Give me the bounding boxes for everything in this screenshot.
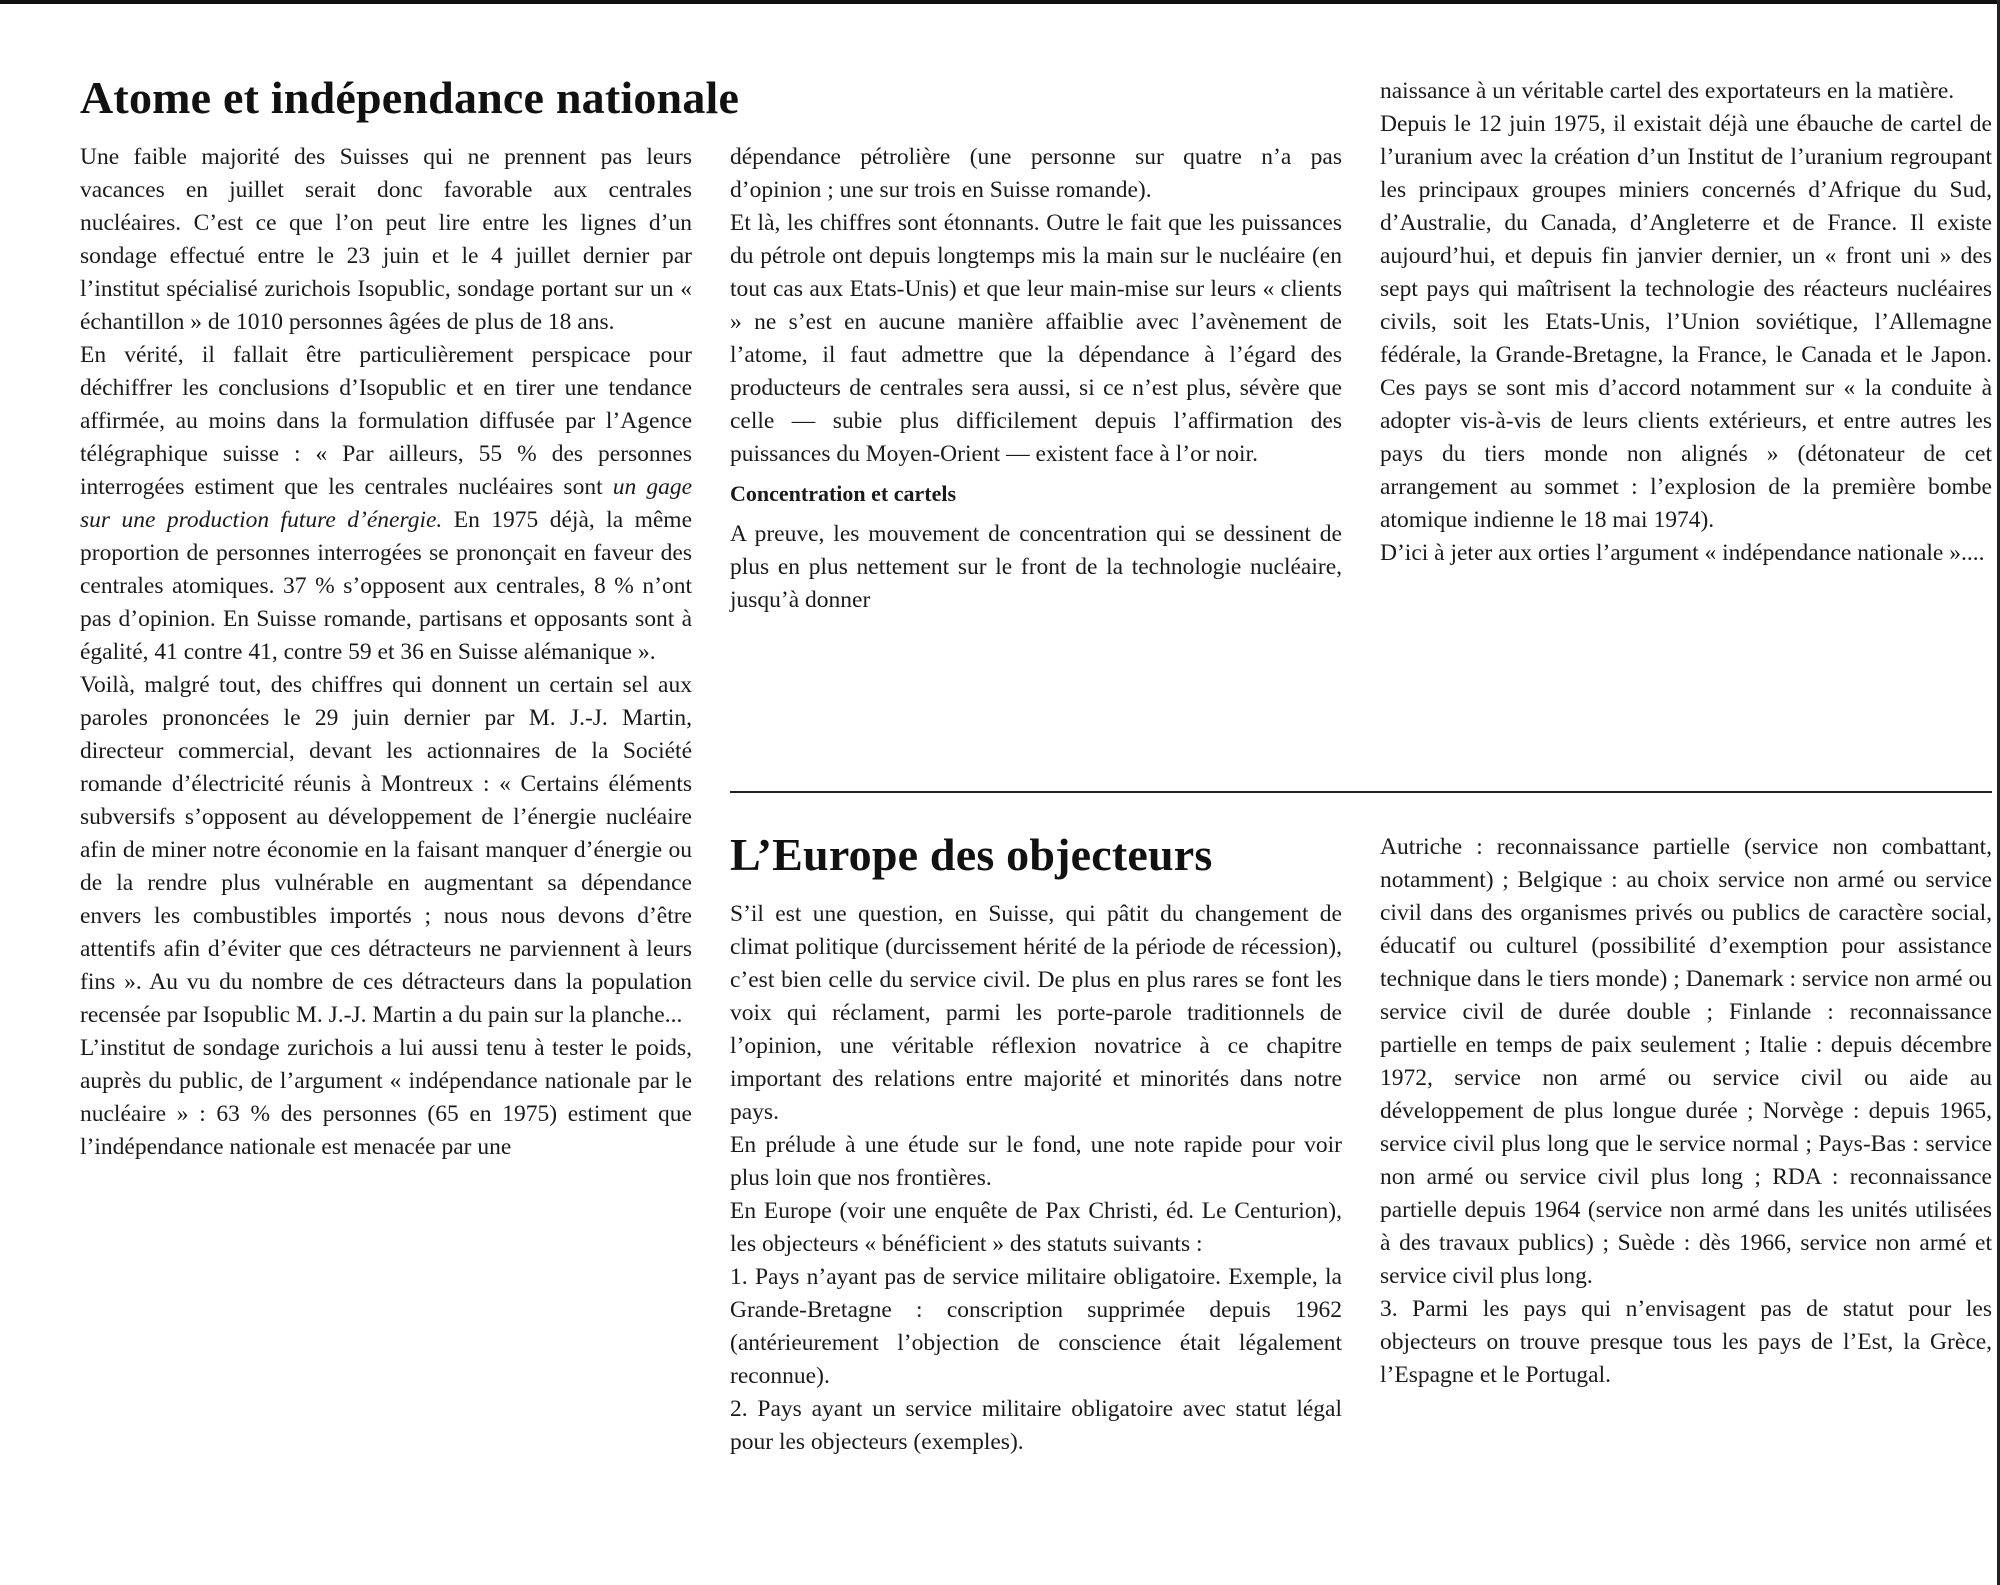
article1-column-2 — [730, 141, 1342, 617]
paragraph: Une faible majorité des Suisses qui ne prennent pas leurs vacances en juillet serait donc favorable aux centrales nucléaires. C’est ce que l’on peut lire entre les lignes d’un sondage effectué entre le 23 juin et le 4 juillet dernier par l’institut spécialisé zurichois Isopublic, sondage portant sur un « échantillon » de 1010 personnes âgées de plus de 18 ans. — [80, 144, 692, 335]
article-title: Atome et indépendance nationale — [80, 72, 740, 123]
paragraph: A preuve, les mouvement de concentration qui se dessinent de plus en plus nettement sur le front de la technologie nucléaire, jusqu’à donner — [730, 521, 1342, 613]
paragraph: S’il est une question, en Suisse, qui pâtit du changement de climat politique (durcissement hérité de la période de récession), c’est bien celle du service civil. De plus en plus rares se font les voix qui réclament, parmi les porte-parole traditionnels de l’opinion, une véritable réflexion novatrice à ce chapitre important des relations entre majorité et minorités dans notre pays. — [730, 901, 1342, 1125]
article2-column-2 — [730, 898, 1342, 1459]
top-border — [0, 0, 2000, 4]
paragraph: En prélude à une étude sur le fond, une note rapide pour voir plus loin que nos frontières. — [730, 1132, 1342, 1191]
paragraph: dépendance pétrolière (une personne sur quatre n’a pas d’opinion ; une sur trois en Suisse romande). — [730, 144, 1342, 203]
paragraph: Autriche : reconnaissance partielle (service non combattant, notamment) ; Belgique : au choix service non armé ou service civil dans des organismes privés ou publics de caractère social, éducatif ou culturel (possibilité d’exemption pour assistance technique dans le tiers monde) ; Danemark : service non armé ou service civil de durée double ; Finlande : reconnaissance partielle en temps de paix seulement ; Italie : depuis décembre 1972, service non armé ou service civil ou aide au développement de plus longue durée ; Norvège : depuis 1965, service civil plus long que le service normal ; Pays-Bas : service non armé ou service civil plus long ; RDA : reconnaissance partielle depuis 1964 (service non armé dans les unités utilisées à des travaux publics) ; Suède : dès 1966, service non armé et service civil plus long. — [1380, 834, 1992, 1289]
paragraph: Depuis le 12 juin 1975, il existait déjà une ébauche de cartel de l’uranium avec la création d’un Institut de l’uranium regroupant les principaux groupes miniers concernés d’Afrique du Sud, d’Australie, du Canada, d’Angleterre et de France. Il existe aujourd’hui, et depuis fin janvier dernier, un « front uni » des sept pays qui maîtrisent la technologie des réacteurs nucléaires civils, soit les Etats-Unis, l’Union soviétique, l’Allemagne fédérale, la Grande-Bretagne, la France, le Canada et le Japon. Ces pays se sont mis d’accord notamment sur « la conduite à adopter vis-à-vis de leurs clients extérieurs, et entre autres les pays du tiers monde non alignés » (détonateur de cet arrangement au sommet : l’explosion de la première bombe atomique indienne le 18 mai 1974). — [1380, 111, 1992, 533]
article-title: L’Europe des objecteurs — [730, 829, 1213, 880]
paragraph: D’ici à jeter aux orties l’argument « indépendance nationale ».... — [1380, 540, 1985, 566]
paragraph: En Europe (voir une enquête de Pax Christi, éd. Le Centurion), les objecteurs « bénéficient » des statuts suivants : — [730, 1198, 1342, 1257]
subheading: Concentration et cartels — [730, 481, 957, 506]
paragraph: 1. Pays n’ayant pas de service militaire obligatoire. Exemple, la Grande-Bretagne : conscription supprimée depuis 1962 (antérieurement l’objection de conscience était légalement reconnue). — [730, 1264, 1342, 1389]
article1-column-1 — [80, 141, 692, 1164]
article2-column-3 — [1380, 831, 1992, 1392]
emphasis-text: un gage sur une production future d’énergie. — [80, 474, 693, 533]
paragraph: Et là, les chiffres sont étonnants. Outre le fait que les puissances du pétrole ont depuis longtemps mis la main sur le nucléaire (en tout cas aux Etats-Unis) et que leur main-mise sur leurs « clients » ne s’est en aucune manière affaiblie avec l’avènement de l’atome, il faut admettre que la dépendance à l’égard des producteurs de centrales sera aussi, si ce n’est plus, sévère que celle — subie plus difficilement depuis l’affirmation des puissances du Moyen-Orient — existent face à l’or noir. — [730, 210, 1342, 467]
article1-column-3 — [1380, 75, 1992, 570]
paragraph: 3. Parmi les pays qui n’envisagent pas de statut pour les objecteurs on trouve presque tous les pays de l’Est, la Grèce, l’Espagne et le Portugal. — [1380, 1296, 1992, 1388]
paragraph: L’institut de sondage zurichois a lui aussi tenu à tester le poids, auprès du public, de l’argument « indépendance nationale par le nucléaire » : 63 % des personnes (65 en 1975) estiment que l’indépendance nationale est menacée par une — [80, 1035, 692, 1160]
section-divider — [730, 791, 1992, 793]
paragraph: 2. Pays ayant un service militaire obligatoire avec statut légal pour les objecteurs (exemples). — [730, 1396, 1342, 1455]
paragraph: Voilà, malgré tout, des chiffres qui donnent un certain sel aux paroles prononcées le 29 juin dernier par M. J.-J. Martin, directeur commercial, devant les actionnaires de la Société romande d’électricité réunis à Montreux : « Certains éléments subversifs s’opposent au développement de l’énergie nucléaire afin de miner notre économie en la faisant manquer d’énergie ou de la rendre plus vulnérable en augmentant sa dépendance envers les combustibles importés ; nous nous devons d’être attentifs afin d’éviter que ces détracteurs ne parviennent à leurs fins ». Au vu du nombre de ces détracteurs dans la population recensée par Isopublic M. J.-J. Martin a du pain sur la planche... — [80, 672, 692, 1028]
paragraph: naissance à un véritable cartel des exportateurs en la matière. — [1380, 78, 1955, 104]
paragraph: En vérité, il fallait être particulièrement perspicace pour déchiffrer les conclusions d’Isopublic et en tirer une tendance affirmée, au moins dans la formulation diffusée par l’Agence télégraphique suisse : « Par ailleurs, 55 % des personnes interrogées estiment que les centrales nucléaires sont un gage sur une production future d’énergie. En 1975 déjà, la même proportion de personnes interrogées se prononçait en faveur des centrales atomiques. 37 % s’opposent aux centrales, 8 % n’ont pas d’opinion. En Suisse romande, partisans et opposants sont à égalité, 41 contre 41, contre 59 et 36 en Suisse alémanique ». — [80, 342, 693, 665]
